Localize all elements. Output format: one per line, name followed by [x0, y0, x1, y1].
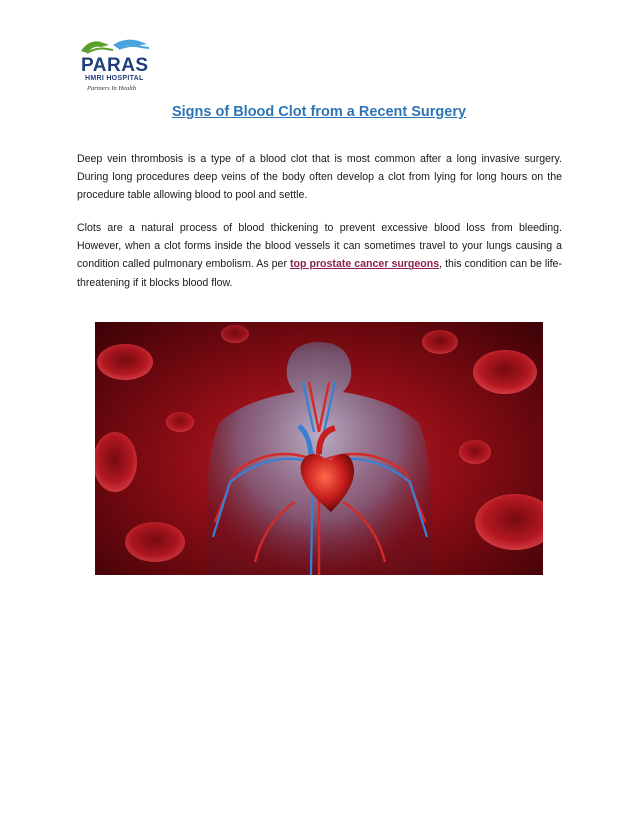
page-title: Signs of Blood Clot from a Recent Surgery [171, 104, 467, 120]
logo-hands-icon [75, 33, 160, 57]
paragraph-clots [77, 219, 562, 292]
circulatory-system-image [95, 322, 543, 575]
circulatory-illustration [95, 322, 543, 575]
prostate-surgeons-link[interactable]: top prostate cancer surgeons [289, 258, 440, 271]
logo-tagline: Partners In Health [87, 85, 137, 92]
logo-name: PARAS [81, 55, 149, 76]
paragraph-clots-text-1: Clots are a natural process of blood thickening to prevent excessive blood loss from bleeding. However, when a clot forms inside the blood vessels it can sometimes travel to your lungs causing a condition called pulmonary embolism. As per [77, 222, 562, 271]
paragraph-clots-text-2: , this condition can be life-threatening if it blocks blood flow. [77, 258, 562, 289]
logo-subtitle: HMRI HOSPITAL [85, 75, 144, 82]
paragraph-dvt: Deep vein thrombosis is a type of a blood clot that is most common after a long invasive surgery. During long procedures deep veins of the body often develop a clot from lying for long hours on the procedure table allowing blood to pool and settle. [77, 153, 562, 202]
paras-logo [75, 33, 160, 101]
